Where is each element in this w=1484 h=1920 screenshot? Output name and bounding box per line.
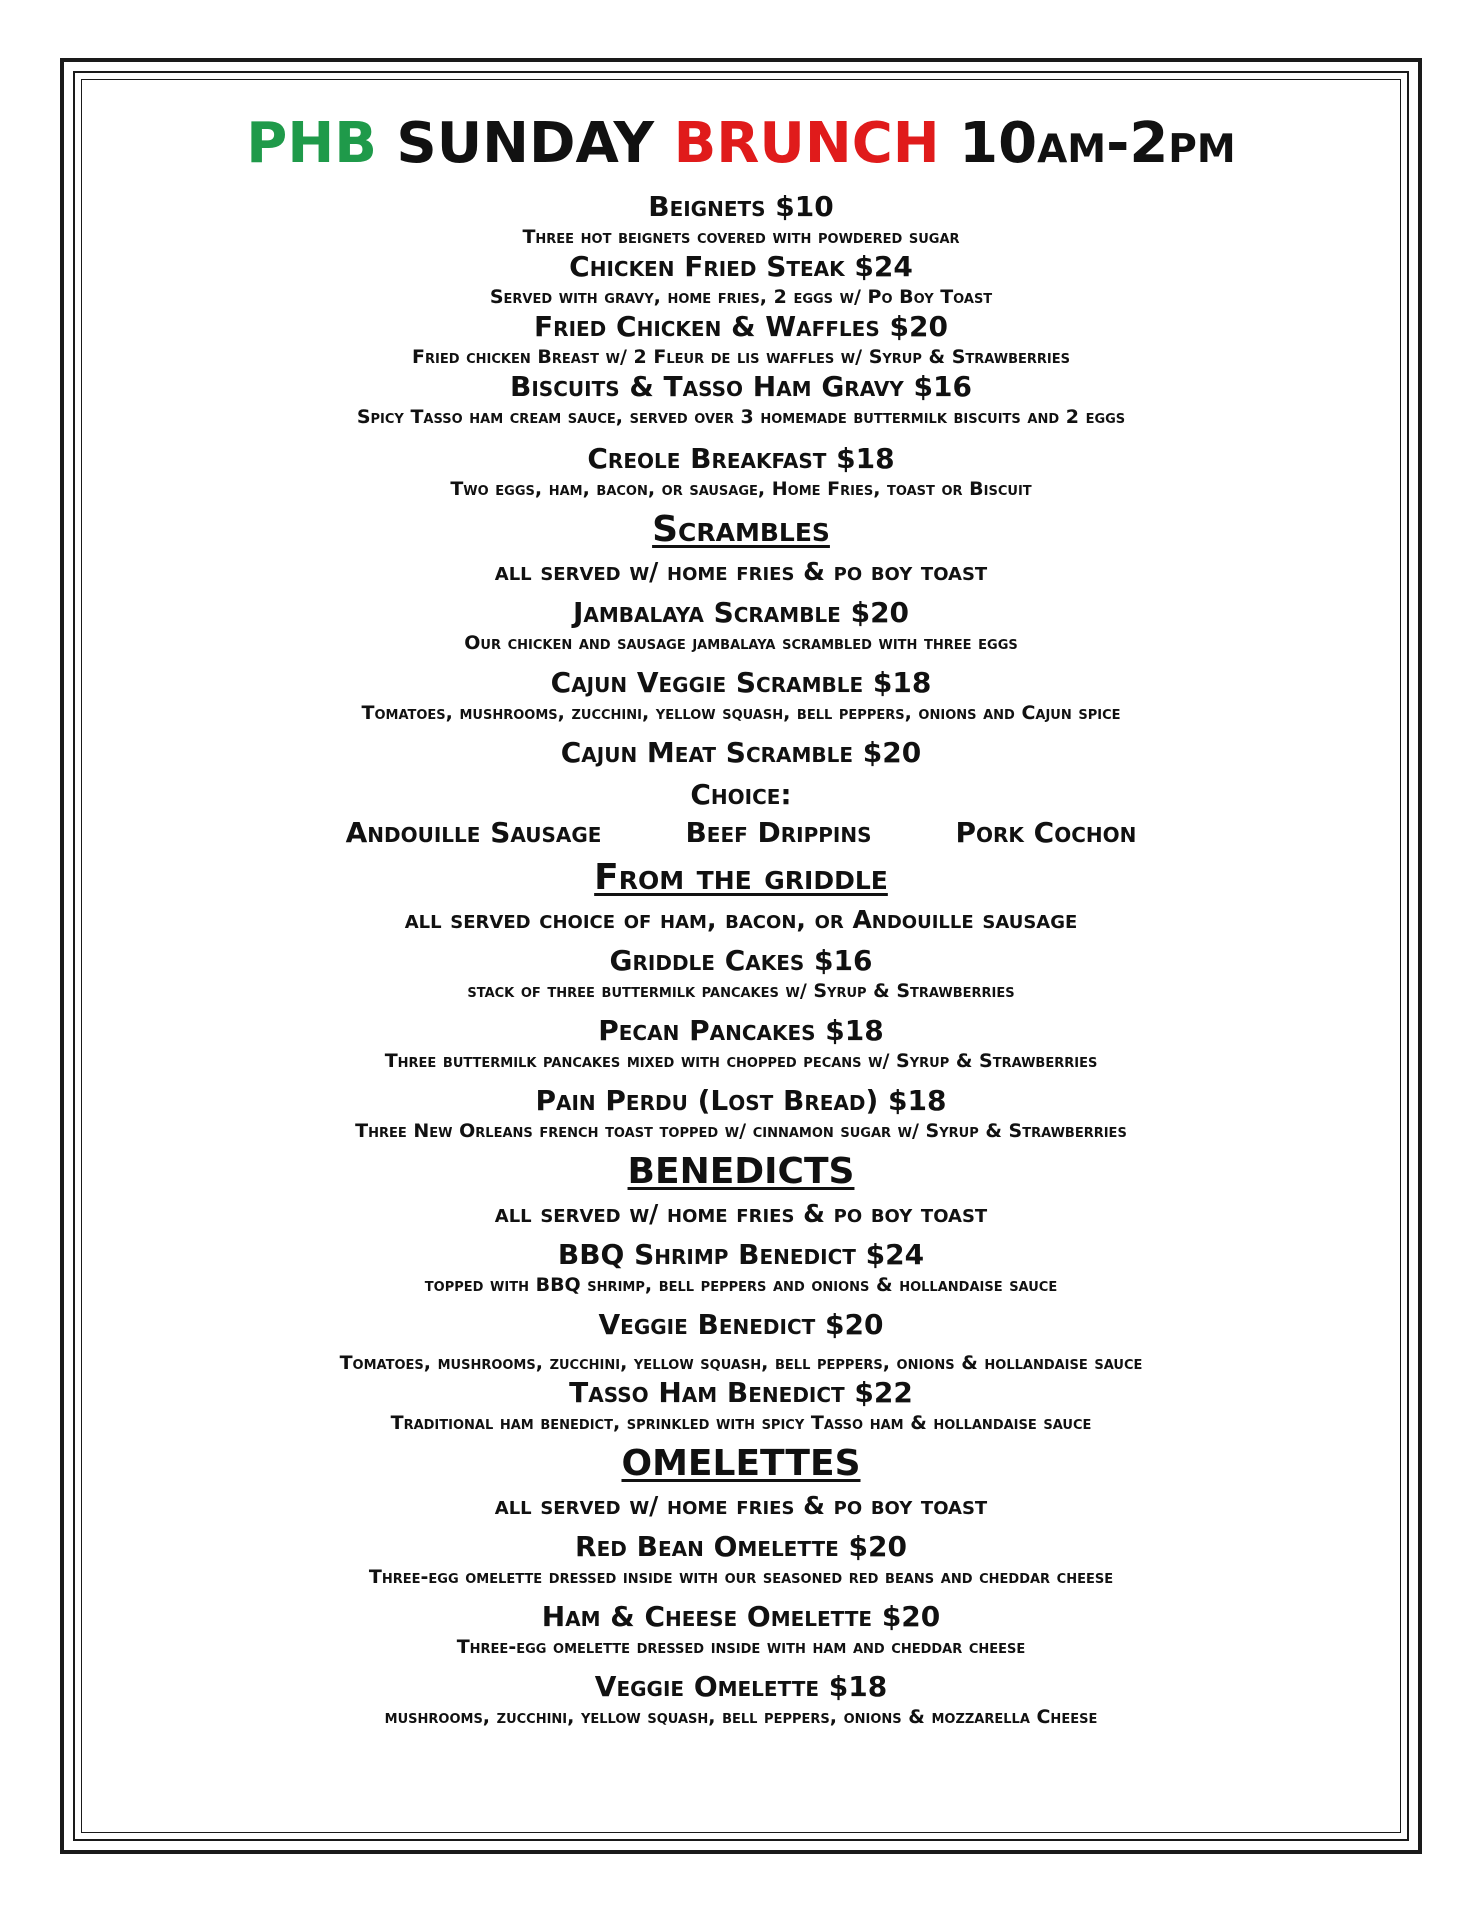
menu-item-desc: Three hot beignets covered with powdered sugar	[522, 226, 960, 248]
menu-item-desc: Tomatoes, mushrooms, zucchini, yellow squash, bell peppers, onions & hollandaise sauce	[339, 1352, 1143, 1374]
menu-item-desc: Tomatoes, mushrooms, zucchini, yellow squash, bell peppers, onions and Cajun spice	[361, 702, 1121, 724]
menu-item-desc: Our chicken and sausage jambalaya scrambled with three eggs	[464, 632, 1018, 654]
menu-item-name: Veggie Benedict $20	[598, 1308, 884, 1341]
menu-item-name: Pain Perdu (Lost Bread) $18	[535, 1084, 947, 1117]
menu-item-desc: topped with BBQ shrimp, bell peppers and onions & hollandaise sauce	[424, 1274, 1058, 1296]
menu-item-name: Jambalaya Scramble $20	[572, 596, 910, 629]
choice-options	[95, 816, 1387, 850]
menu-item-desc: Three-egg omelette dressed inside with ham and cheddar cheese	[456, 1636, 1026, 1658]
scrambles-section	[95, 508, 1387, 850]
menu-item-name: Chicken Fried Steak $24	[569, 250, 913, 283]
menu-item-name: Cajun Veggie Scramble $18	[550, 666, 932, 699]
menu-item-name: Veggie Omelette $18	[594, 1670, 888, 1703]
brunch-items	[95, 190, 1387, 502]
menu-item-name: Red Bean Omelette $20	[575, 1530, 907, 1563]
title-phb: PHB	[246, 111, 377, 176]
menu-item-name: Biscuits & Tasso Ham Gravy $16	[510, 370, 972, 403]
benedicts-section	[95, 1150, 1387, 1436]
menu-item-name: Beignets $10	[648, 190, 834, 223]
section-title-omelettes: OMELETTES	[621, 1443, 861, 1484]
choice-andouille: Andouille Sausage	[345, 816, 602, 849]
menu-item-desc: Traditional ham benedict, sprinkled with spicy Tasso ham & hollandaise sauce	[390, 1412, 1092, 1434]
section-note: all served choice of ham, bacon, or Andouille sausage	[404, 905, 1078, 934]
menu-item-desc: Served with gravy, home fries, 2 eggs w/ Po Boy Toast	[489, 286, 993, 308]
omelettes-section	[95, 1442, 1387, 1730]
title-time: 10am-2pm	[959, 111, 1236, 176]
menu-border	[60, 58, 1422, 1854]
section-note: all served w/ home fries & po boy toast	[494, 1199, 988, 1228]
choice-beef: Beef Drippins	[685, 816, 872, 849]
menu-item-name: Cajun Meat Scramble $20	[560, 736, 922, 769]
menu-item-name: Tasso Ham Benedict $22	[569, 1376, 913, 1409]
menu-item-desc: Three buttermilk pancakes mixed with chopped pecans w/ Syrup & Strawberries	[384, 1050, 1098, 1072]
menu-item-desc: Spicy Tasso ham cream sauce, served over 3 homemade buttermilk biscuits and 2 eggs	[356, 406, 1126, 428]
menu-item-desc: Three New Orleans french toast topped w/ cinnamon sugar w/ Syrup & Strawberries	[355, 1120, 1127, 1142]
menu-item-name: BBQ Shrimp Benedict $24	[557, 1238, 925, 1271]
menu-item-name: Pecan Pancakes $18	[598, 1014, 884, 1047]
menu-title	[95, 111, 1387, 176]
menu-inner-border	[73, 71, 1409, 1841]
menu-item-desc: stack of three buttermilk pancakes w/ Syrup & Strawberries	[467, 980, 1015, 1002]
menu-item-desc: Three-egg omelette dressed inside with our seasoned red beans and cheddar cheese	[368, 1566, 1114, 1588]
choice-pork: Pork Cochon	[955, 816, 1137, 849]
menu-item-name: Creole Breakfast $18	[587, 442, 895, 475]
section-note: all served w/ home fries & po boy toast	[494, 1491, 988, 1520]
section-title-griddle: From the griddle	[594, 857, 888, 898]
menu-item-name: Fried Chicken & Waffles $20	[534, 310, 948, 343]
section-title-benedicts: BENEDICTS	[627, 1151, 855, 1192]
section-title-scrambles: Scrambles	[652, 509, 830, 550]
menu-content	[75, 73, 1407, 1839]
title-brunch: BRUNCH	[673, 111, 940, 176]
griddle-section	[95, 856, 1387, 1144]
menu-item-desc: Fried chicken Breast w/ 2 Fleur de lis waffles w/ Syrup & Strawberries	[412, 346, 1070, 368]
menu-item-desc: mushrooms, zucchini, yellow squash, bell peppers, onions & mozzarella Cheese	[384, 1706, 1098, 1728]
title-sunday: SUNDAY	[396, 111, 655, 176]
menu-item-name: Griddle Cakes $16	[609, 944, 873, 977]
menu-item-name: Ham & Cheese Omelette $20	[541, 1600, 941, 1633]
section-note: all served w/ home fries & po boy toast	[494, 557, 988, 586]
choice-label: Choice:	[690, 778, 792, 811]
menu-item-desc: Two eggs, ham, bacon, or sausage, Home Fries, toast or Biscuit	[450, 478, 1032, 500]
